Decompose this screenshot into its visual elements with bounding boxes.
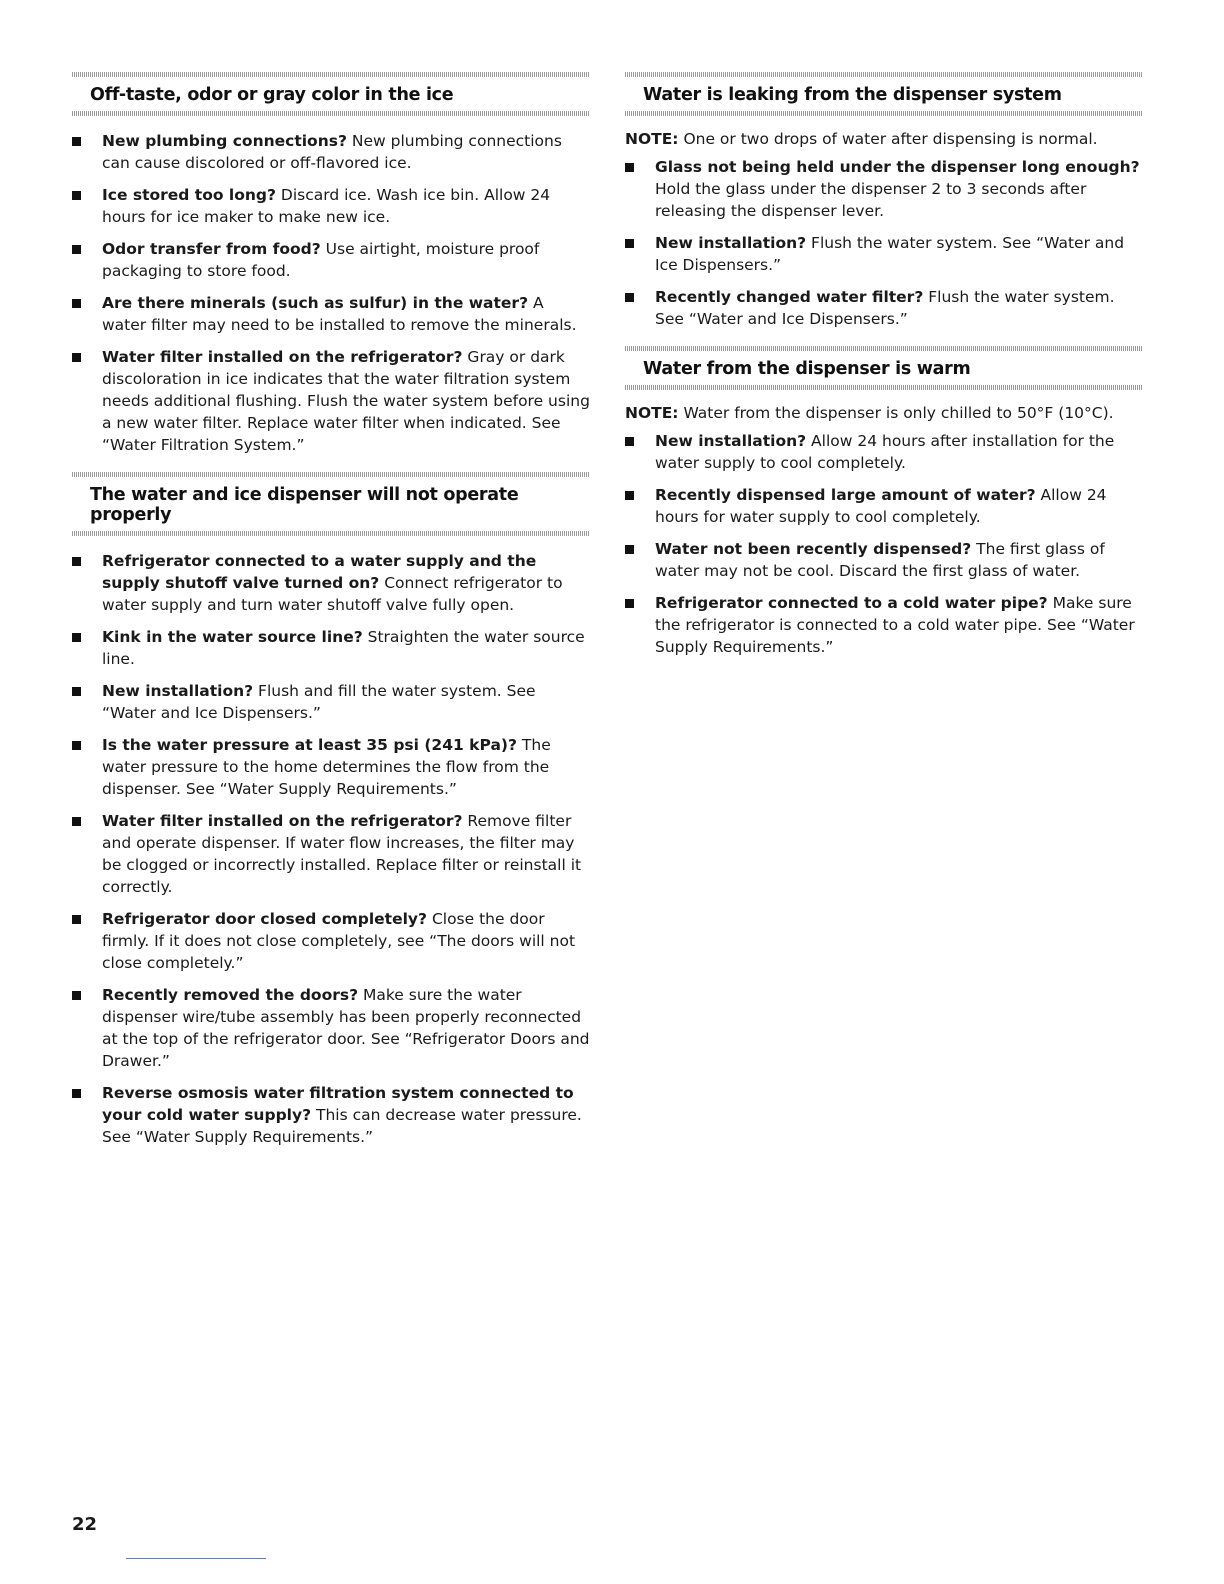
item-answer: New plumbing connections can cause discolored or off-flavored ice.: [102, 132, 562, 172]
square-bullet-icon: [72, 245, 81, 254]
square-bullet-icon: [625, 491, 634, 500]
list-item: [625, 538, 1143, 582]
footer-rule: [126, 1558, 266, 1559]
square-bullet-icon: [72, 633, 81, 642]
page-number: 22: [72, 1514, 98, 1535]
troubleshooting-list: [72, 536, 590, 1148]
item-answer: Flush the water system. See “Water and Ice Dispensers.”: [655, 234, 1125, 274]
item-answer: Straighten the water source line.: [102, 628, 585, 668]
item-question: Refrigerator connected to a cold water pipe?: [655, 594, 1048, 612]
item-question: Water filter installed on the refrigerator?: [102, 348, 463, 366]
square-bullet-icon: [625, 239, 634, 248]
item-question: Ice stored too long?: [102, 186, 276, 204]
section-heading: Water from the dispenser is warm: [643, 359, 971, 379]
square-bullet-icon: [625, 163, 634, 172]
item-answer: Flush the water system. See “Water and Ice Dispensers.”: [655, 288, 1115, 328]
list-item: [72, 1082, 590, 1148]
item-answer: Discard ice. Wash ice bin. Allow 24 hours for ice maker to make new ice.: [102, 186, 551, 226]
square-bullet-icon: [72, 1089, 81, 1098]
section-heading: Water is leaking from the dispenser system: [643, 85, 1062, 105]
item-question: Are there minerals (such as sulfur) in the water?: [102, 294, 529, 312]
troubleshooting-list: [72, 116, 590, 456]
list-item: [625, 156, 1143, 222]
item-answer: Allow 24 hours after installation for the water supply to cool completely.: [655, 432, 1115, 472]
item-answer: The water pressure to the home determines the flow from the dispenser. See “Water Supply Requirements.”: [102, 736, 551, 798]
item-question: Is the water pressure at least 35 psi (241 kPa)?: [102, 736, 517, 754]
square-bullet-icon: [72, 741, 81, 750]
list-item: [72, 810, 590, 898]
square-bullet-icon: [72, 915, 81, 924]
item-question: New installation?: [655, 234, 807, 252]
note: [625, 402, 1143, 424]
item-question: New installation?: [102, 682, 254, 700]
note-label: NOTE:: [625, 130, 679, 148]
item-question: Water not been recently dispensed?: [655, 540, 972, 558]
item-question: Kink in the water source line?: [102, 628, 363, 646]
note-text: One or two drops of water after dispensing is normal.: [678, 130, 1098, 148]
item-answer: Make sure the refrigerator is connected to a cold water pipe. See “Water Supply Requirements.”: [655, 594, 1135, 656]
left-column: [72, 72, 590, 1164]
list-item: [72, 908, 590, 974]
item-answer: The first glass of water may not be cool. Discard the first glass of water.: [655, 540, 1105, 580]
list-item: [72, 346, 590, 456]
square-bullet-icon: [72, 991, 81, 1000]
item-answer: A water filter may need to be installed to remove the minerals.: [102, 294, 577, 334]
square-bullet-icon: [625, 599, 634, 608]
item-question: Recently removed the doors?: [102, 986, 359, 1004]
item-question: Refrigerator connected to a water supply and the supply shutoff valve turned on?: [102, 552, 537, 592]
item-answer: Flush and fill the water system. See “Water and Ice Dispensers.”: [102, 682, 536, 722]
square-bullet-icon: [625, 293, 634, 302]
list-item: [72, 680, 590, 724]
square-bullet-icon: [72, 299, 81, 308]
square-bullet-icon: [72, 557, 81, 566]
section-water-warm: [625, 346, 1143, 658]
list-item: [72, 734, 590, 800]
item-question: New installation?: [655, 432, 807, 450]
section-heading: The water and ice dispenser will not operate properly: [90, 485, 519, 525]
item-answer: Use airtight, moisture proof packaging to store food.: [102, 240, 540, 280]
item-question: Glass not being held under the dispenser long enough?: [655, 158, 1140, 176]
list-item: [625, 592, 1143, 658]
heading-bottom-rule: [625, 385, 1143, 390]
list-item: [625, 484, 1143, 528]
section-off-taste: [72, 72, 590, 456]
item-answer: This can decrease water pressure. See “Water Supply Requirements.”: [102, 1106, 582, 1146]
square-bullet-icon: [72, 191, 81, 200]
section-dispenser-not-operating: [72, 472, 590, 1148]
item-answer: Close the door firmly. If it does not close completely, see “The doors will not close completely.”: [102, 910, 576, 972]
list-item: [72, 626, 590, 670]
note: [625, 128, 1143, 150]
heading-bottom-rule: [625, 111, 1143, 116]
item-answer: Make sure the water dispenser wire/tube assembly has been properly reconnected at the top of the refrigerator door. See “Refrigerator Doors and Drawer.”: [102, 986, 590, 1070]
square-bullet-icon: [72, 137, 81, 146]
section-dispenser-leaking: [625, 72, 1143, 330]
list-item: [72, 238, 590, 282]
list-item: [72, 984, 590, 1072]
list-item: [72, 184, 590, 228]
list-item: [72, 550, 590, 616]
note-text: Water from the dispenser is only chilled to 50°F (10°C).: [678, 404, 1114, 422]
section-heading: Off-taste, odor or gray color in the ice: [90, 85, 454, 105]
troubleshooting-list: [625, 430, 1143, 658]
item-question: Odor transfer from food?: [102, 240, 321, 258]
list-item: [625, 286, 1143, 330]
item-answer: Hold the glass under the dispenser 2 to 3 seconds after releasing the dispenser lever.: [655, 180, 1087, 220]
list-item: [625, 232, 1143, 276]
item-answer: Allow 24 hours for water supply to cool completely.: [655, 486, 1107, 526]
item-answer: Remove filter and operate dispenser. If water flow increases, the filter may be clogged or incorrectly installed. Replace filter or reinstall it correctly.: [102, 812, 582, 896]
item-question: Recently changed water filter?: [655, 288, 924, 306]
note-label: NOTE:: [625, 404, 679, 422]
list-item: [72, 292, 590, 336]
item-question: New plumbing connections?: [102, 132, 347, 150]
square-bullet-icon: [625, 437, 634, 446]
square-bullet-icon: [72, 687, 81, 696]
square-bullet-icon: [72, 353, 81, 362]
list-item: [625, 430, 1143, 474]
square-bullet-icon: [72, 817, 81, 826]
item-question: Reverse osmosis water filtration system connected to your cold water supply?: [102, 1084, 574, 1124]
item-answer: Gray or dark discoloration in ice indicates that the water filtration system needs additional flushing. Flush the water system before using a new water filter. Replace water filter when indicated. See “Water Filtration System.”: [102, 348, 590, 454]
item-question: Refrigerator door closed completely?: [102, 910, 428, 928]
item-question: Recently dispensed large amount of water?: [655, 486, 1036, 504]
square-bullet-icon: [625, 545, 634, 554]
item-question: Water filter installed on the refrigerator?: [102, 812, 463, 830]
right-column: [625, 72, 1143, 674]
troubleshooting-list: [625, 156, 1143, 330]
list-item: [72, 130, 590, 174]
item-answer: Connect refrigerator to water supply and turn water shutoff valve fully open.: [102, 574, 563, 614]
